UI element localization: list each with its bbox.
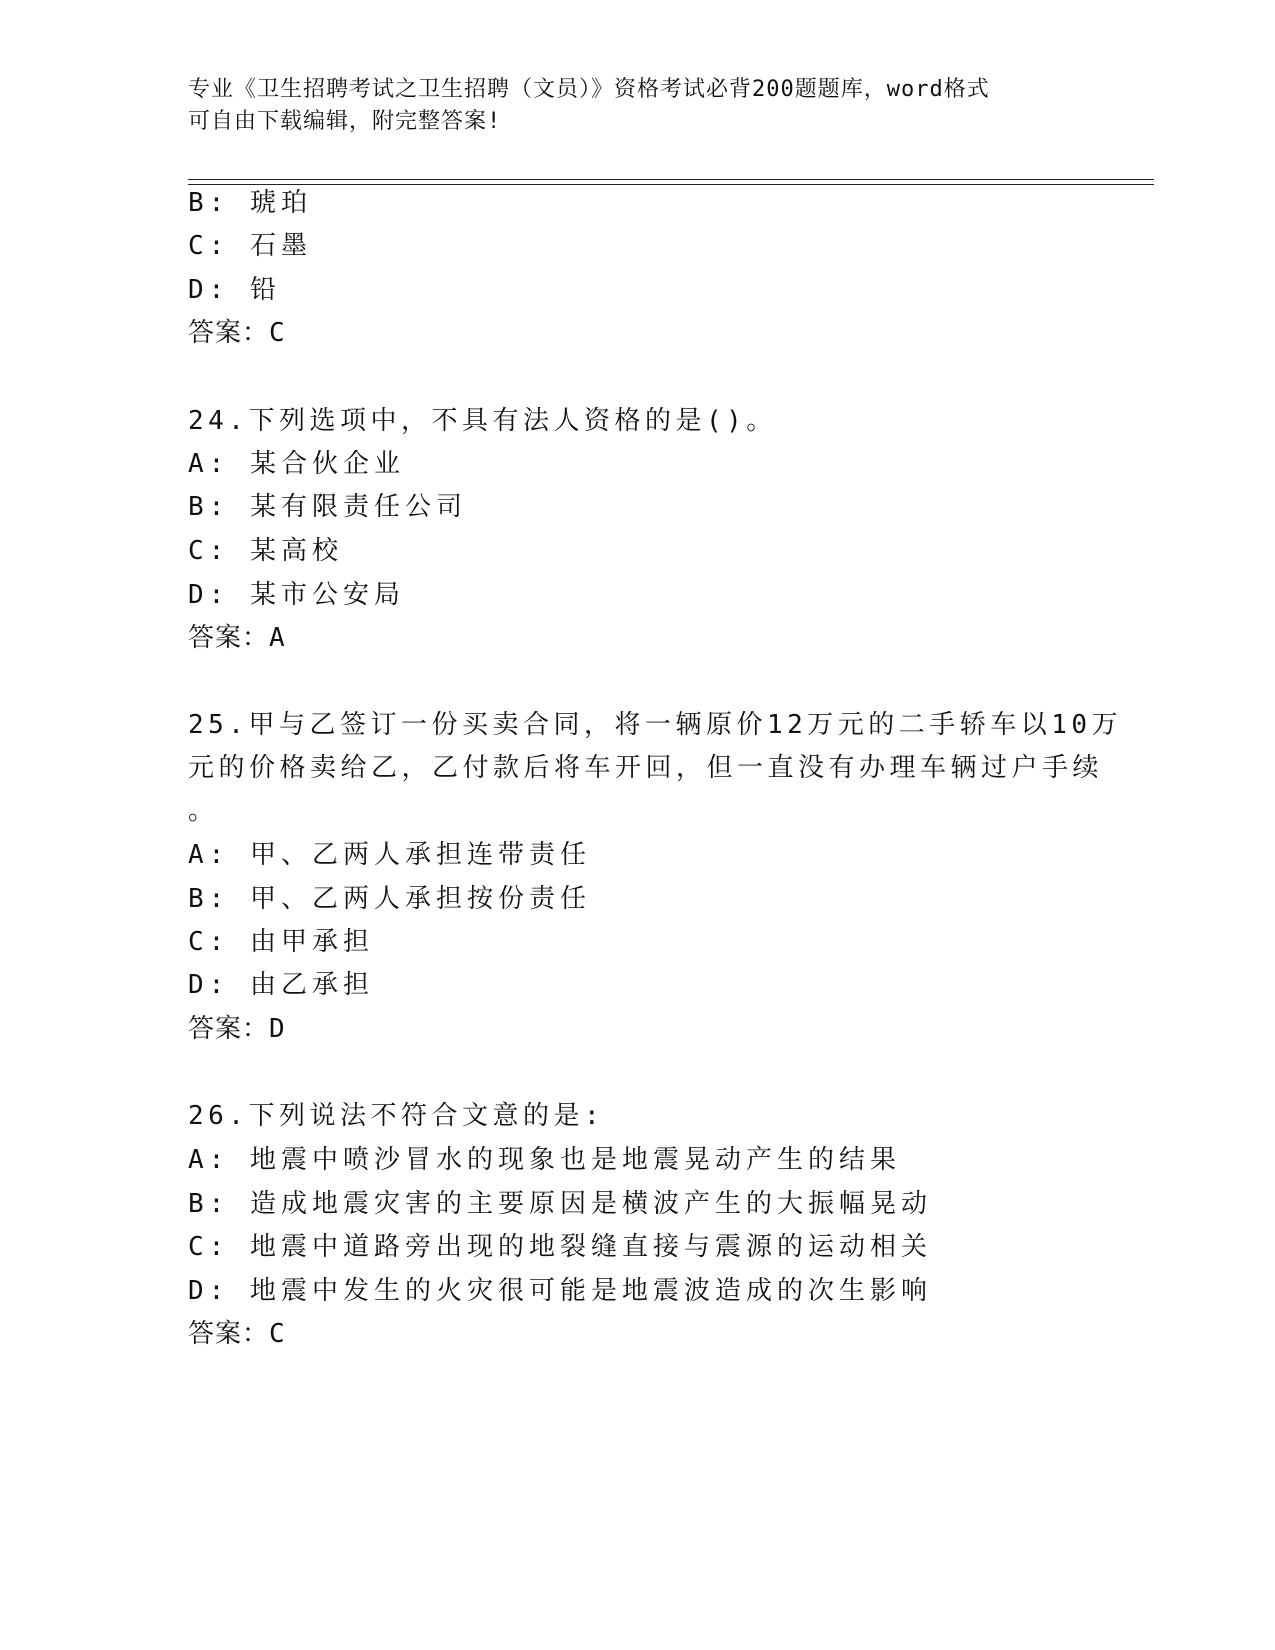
q25-option-b: B: 甲、乙两人承担按份责任 xyxy=(188,884,591,914)
q25-stem-line-3: 。 xyxy=(188,796,219,826)
q24-option-b: B: 某有限责任公司 xyxy=(188,492,467,522)
q25-stem-line-1: 25.甲与乙签订一份买卖合同，将一辆原价12万元的二手轿车以10万 xyxy=(188,710,1123,740)
q23-option-c: C: 石墨 xyxy=(188,231,312,261)
q26-option-a: A: 地震中喷沙冒水的现象也是地震晃动产生的结果 xyxy=(188,1145,901,1175)
q24-option-d: D: 某市公安局 xyxy=(188,580,405,610)
header-line-2: 可自由下载编辑，附完整答案! xyxy=(188,109,502,134)
q26-stem: 26.下列说法不符合文意的是: xyxy=(188,1101,605,1131)
q24-option-a: A: 某合伙企业 xyxy=(188,449,405,479)
q26-option-c: C: 地震中道路旁出现的地裂缝直接与震源的运动相关 xyxy=(188,1232,932,1262)
q24-option-c: C: 某高校 xyxy=(188,536,343,566)
header-line-1: 专业《卫生招聘考试之卫生招聘（文员）》资格考试必背200题题库，word格式 xyxy=(188,77,990,102)
q25-stem-line-2: 元的价格卖给乙，乙付款后将车开回，但一直没有办理车辆过户手续 xyxy=(188,753,1104,783)
document-header xyxy=(188,74,1068,138)
q26-option-d: D: 地震中发生的火灾很可能是地震波造成的次生影响 xyxy=(188,1276,932,1306)
q25-answer: 答案：D xyxy=(188,1014,286,1044)
header-rule-bottom xyxy=(188,184,1154,185)
q26-answer: 答案：C xyxy=(188,1319,286,1349)
q25-option-d: D: 由乙承担 xyxy=(188,970,374,1000)
header-rule-top xyxy=(188,179,1154,180)
q25-option-a: A: 甲、乙两人承担连带责任 xyxy=(188,840,591,870)
q23-answer: 答案：C xyxy=(188,318,286,348)
q23-option-d: D: 铅 xyxy=(188,275,281,305)
q23-option-b: B: 琥珀 xyxy=(188,188,312,218)
q25-option-c: C: 由甲承担 xyxy=(188,927,374,957)
q26-option-b: B: 造成地震灾害的主要原因是横波产生的大振幅晃动 xyxy=(188,1189,932,1219)
q24-answer: 答案：A xyxy=(188,623,286,653)
q24-stem: 24.下列选项中，不具有法人资格的是()。 xyxy=(188,406,777,436)
